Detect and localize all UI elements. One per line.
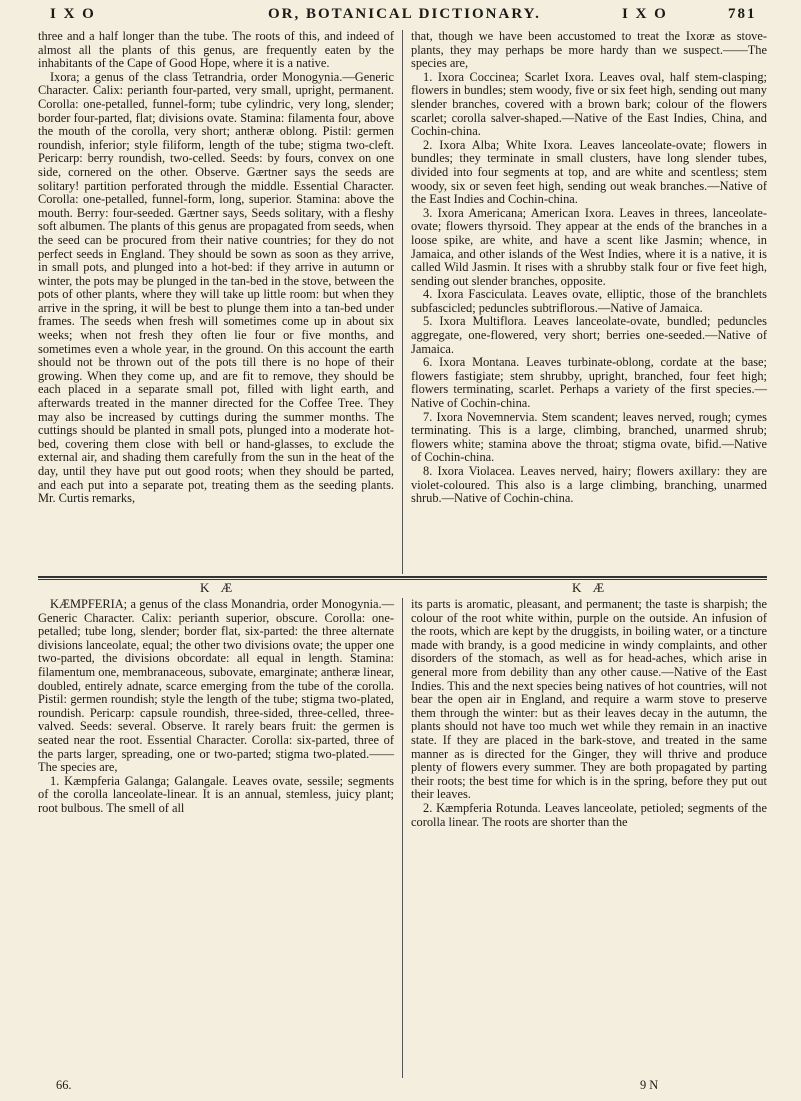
paragraph: 3. Ixora Americana; American Ixora. Leaves in threes, lanceolate-ovate; flowers thyrsoid. They appear at the ends of the branches in a loose spike, are white, and have a scent like Jasmin; whence, in Jamaica, and other islands of the West Indies, where it is a native, it is called Wild Jasmin. It rises with a shrubby stalk four or five feet high, sending out slender branches, opposite. (411, 205, 767, 288)
top-left-column (38, 30, 394, 506)
paragraph: that, though we have been accustomed to treat the Ixoræ as stove-plants, they may perhaps be more hardy than we suspect.——The species are, (411, 29, 767, 71)
paragraph: Ixora; a genus of the class Tetrandria, order Monogynia.—Generic Character. Calix: perianth four-parted, very small, upright, permanent. Corolla: one-petalled, funnel-form; tube cylindric, very long, slender; border four-parted, flat; divisions ovate. Stamina: filamenta four, above the mouth of the corolla, very short; antheræ oblong. Pistil: germen roundish, inferior; style filiform, length of the tube; stigma two-cleft. Pericarp: berry roundish, two-celled. Seeds: by fours, convex on one side, cornered on the other. Observe. Gærtner says the seeds are solitary! partition perforated through the middle. Essential Character. Corolla: one-petalled, funnel-form, long, superior. Stamina: above the mouth. Berry: four-seeded. Gærtner says, Seeds solitary, with a fleshy soft albumen. The plants of this genus are propagated from seeds, when the seed can be procured from their native countries; for they do not perfect seeds in England. They should be sown as soon as they arrive, in small pots, and plunged into a hot-bed: if they arrive in autumn or winter, the pots may be plunged in the tan-bed in the stove, between the pots of other plants, where they will take up little room: but when they arrive in the spring, it will be best to plunge them into a tan-bed under frames. The seeds when fresh will sometimes come up in about six weeks; when not fresh they often lie four or five months, and sometimes even a whole year, in the ground. On this account the earth should not be thrown out of the pots till there is no hope of their growing. When they come up, and are fit to remove, they should be each placed in a separate small pot, filled with light earth, and afterwards treated in the manner directed for the Coffee Tree. They may also be increased by cuttings during the summer months. The cuttings should be planted in small pots, plunged into a moderate hot-bed, covering them close with bell or hand-glasses, to exclude the external air, and shading them carefully from the sun in the heat of the day, until they have put out good roots; when they should be parted, and each put into a separate pot, treating them as the seeding plants. Mr. Curtis remarks, (38, 69, 394, 506)
paragraph: 2. Ixora Alba; White Ixora. Leaves lanceolate-ovate; flowers in bundles; they terminate in small clusters, have long slender tubes, divided into four segments at top, and are white and scentless; stem woody, six or seven feet high, sending out weak branches.—Native of the East Indies and Cochin-china. (411, 137, 767, 207)
bottom-column-divider (402, 598, 403, 1078)
paragraph: its parts is aromatic, pleasant, and permanent; the taste is sharpish; the colour of the root white within, purple on the outside. An infusion of the roots, which are kept by the druggists, in boiling water, or a tincture made with brandy, is a good medicine in windy complaints, and other disorders of the stomach, as well as for head-aches, which arise in general more from debility than any other cause.—Native of the East Indies. This and the next species being natives of hot countries, will not bear the open air in England, and require a warm stove to preserve them through the winter: but as their leaves decay in the autumn, the plants should not have too much wet while they remain in an inactive state. If they are placed in the bark-stove, and treated in the same manner as is directed for the Ginger, they will thrive and produce plenty of flowers every summer. They are both propagated by parting their roots; the best time for which is in the spring, before they put out their leaves. (411, 597, 767, 802)
section-rule-thin (38, 579, 767, 580)
bottom-right-column (411, 598, 767, 829)
header-title: OR, BOTANICAL DICTIONARY. (268, 6, 541, 22)
section-head-left: K Æ (200, 580, 237, 595)
paragraph: KÆMPFERIA; a genus of the class Monandria, order Monogynia.—Generic Character. Calix: perianth superior, obscure. Corolla: one-petalled; tube long, slender; border flat, six-parted: the three alternate divisions lanceolate, equal; the other two divisions ovate; the upper one two-parted, the divisions obcordate: all equal in length. Stamina: filamentum one, membranaceous, subovate, emarginate; antheræ linear, doubled, entirely adnate, scarce emerging from the tube of the corolla. Pistil: germen roundish; style the length of the tube; stigma two-plated, roundish. Pericarp: capsule roundish, three-sided, three-celled, three-valved. Seeds: several. Observe. It rarely bears fruit: the germen is seated near the root. Essential Character. Corolla: six-parted, three of the parts larger, spreading, one or two-parted; stigma two-plated.——The species are, (38, 597, 394, 775)
paragraph: 4. Ixora Fasciculata. Leaves ovate, elliptic, those of the branchlets subfascicled; peduncles subtriflorous.—Native of Jamaica. (411, 287, 767, 315)
paragraph: 8. Ixora Violacea. Leaves nerved, hairy; flowers axillary: they are violet-coloured. This also is a large climbing, branching, unarmed shrub.—Native of Cochin-china. (411, 464, 767, 506)
paragraph: 1. Kæmpferia Galanga; Galangale. Leaves ovate, sessile; segments of the corolla lanceolate-linear. It is an annual, stemless, juicy plant; root bulbous. The smell of all (38, 773, 394, 815)
top-right-column (411, 30, 767, 506)
header-left-word: I X O (50, 6, 96, 22)
paragraph: 7. Ixora Novemnervia. Stem scandent; leaves nerved, rough; cymes terminating. This is a large, climbing, branched, unarmed shrub; flowers white; stamina above the throat; stigma ovate, bifid.—Native of Cochin-china. (411, 409, 767, 465)
page-header (0, 0, 801, 30)
header-right-word: I X O (622, 6, 668, 22)
signature-mark: 66. (56, 1078, 72, 1092)
paragraph: three and a half longer than the tube. The roots of this, and indeed of almost all the plants of this genus, are frequently eaten by the inhabitants of the Cape of Good Hope, where it is a native. (38, 29, 394, 71)
paragraph: 5. Ixora Multiflora. Leaves lanceolate-ovate, bundled; peduncles aggregate, one-flowered, very short; berries one-seeded.—Native of Jamaica. (411, 314, 767, 356)
paragraph: 6. Ixora Montana. Leaves turbinate-oblong, cordate at the base; flowers fastigiate; stem shrubby, upright, branched, four feet high; flowers terminating, scarlet. Perhaps a variety of the first species.—Native of Cochin-china. (411, 355, 767, 411)
paragraph: 1. Ixora Coccinea; Scarlet Ixora. Leaves oval, half stem-clasping; flowers in bundles; stem woody, five or six feet high, sending out many slender branches, covered with a brown bark; colour of the flowers scarlet; corolla salver-shaped.—Native of the East Indies, China, and Cochin-china. (411, 69, 767, 139)
section-rule (38, 576, 767, 578)
page-number: 781 (728, 6, 757, 22)
paragraph: 2. Kæmpferia Rotunda. Leaves lanceolate, petioled; segments of the corolla linear. The roots are shorter than the (411, 800, 767, 829)
bottom-left-column (38, 598, 394, 816)
top-column-divider (402, 30, 403, 574)
section-head-right: K Æ (572, 580, 609, 595)
signature-mark: 9 N (640, 1078, 659, 1092)
